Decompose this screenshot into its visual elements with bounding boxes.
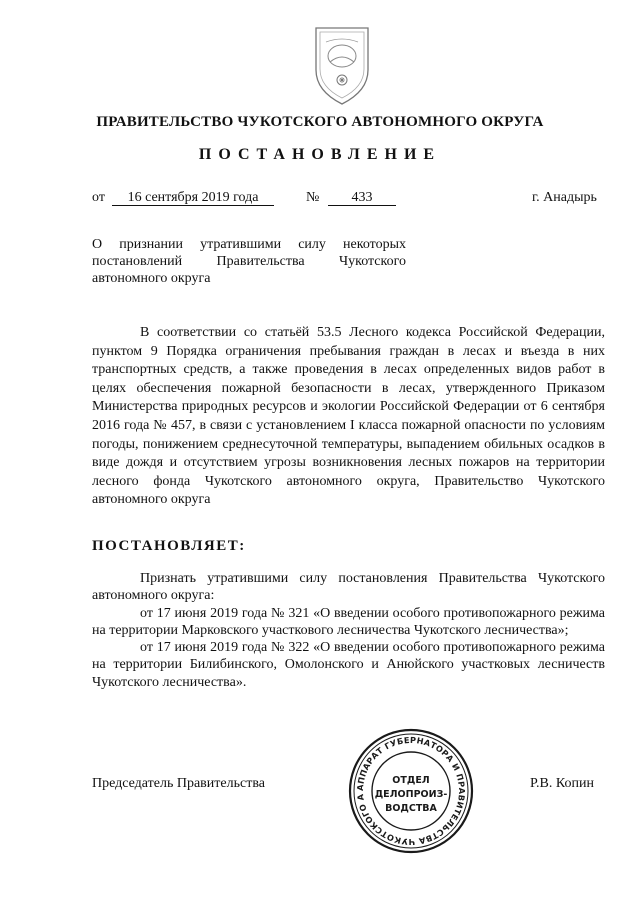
organization-title: ПРАВИТЕЛЬСТВО ЧУКОТСКОГО АВТОНОМНОГО ОКРУГА xyxy=(96,114,544,130)
document-type-heading: ПОСТАНОВЛЕНИЕ xyxy=(198,146,442,163)
stamp-center-line: ОТДЕЛ xyxy=(392,775,430,786)
document-date: 16 сентября 2019 года xyxy=(112,190,274,206)
office-stamp xyxy=(348,728,474,854)
decision-section xyxy=(92,570,605,691)
document-number: 433 xyxy=(328,190,396,206)
signatory-title: Председатель Правительства xyxy=(92,776,265,791)
coat-of-arms-icon xyxy=(308,22,376,106)
stamp-ring-text: АППАРАТ ГУБЕРНАТОРА И ПРАВИТЕЛЬСТВА ЧУКОТСКОГО А xyxy=(354,734,468,848)
signatory-name: Р.В. Копин xyxy=(530,776,594,791)
decision-item: от 17 июня 2019 года № 321 «О введении особого противопожарного режима на территории Марковского участкового лесничества Чукотского лесничества»; xyxy=(92,605,605,638)
preamble-paragraph: В соответствии со статьёй 53.5 Лесного кодекса Российской Федерации, пунктом 9 Порядка ограничения пребывания граждан в лесах и въезда в них транспортных средств, а также проведения в лесах определенных видов работ в целях обеспечения пожарной безопасности в лесах, утвержденного Приказом Министерства природных ресурсов и экологии Российской Федерации от 6 сентября 2016 года № 457, в связи с установлением I класса пожарной опасности по условиям погоды, понижением среднесуточной температуры, выпадением обильных осадков в виде дождя и отсутствием угрозы возникновения лесных пожаров на территории лесного фонда Чукотского автономного округа, Правительство Чукотского автономного округа xyxy=(92,325,605,508)
document-city: г. Анадырь xyxy=(532,190,597,205)
stamp-center-line: ДЕЛОПРОИЗ- xyxy=(374,789,448,800)
date-prefix: от xyxy=(92,190,105,205)
stamp-center-line: ВОДСТВА xyxy=(385,803,437,814)
document-subject: О признании утратившими силу некоторых постановлений Правительства Чукотского автономного округа xyxy=(92,237,406,286)
number-label: № xyxy=(306,190,320,205)
decision-intro: Признать утратившими силу постановления Правительства Чукотского автономного округа: xyxy=(92,571,605,604)
decision-item: от 17 июня 2019 года № 322 «О введении особого противопожарного режима на территории Билибинского, Омолонского и Анюйского участковых лесничеств Чукотского лесничества». xyxy=(92,640,605,690)
resolve-heading: ПОСТАНОВЛЯЕТ: xyxy=(92,538,246,554)
